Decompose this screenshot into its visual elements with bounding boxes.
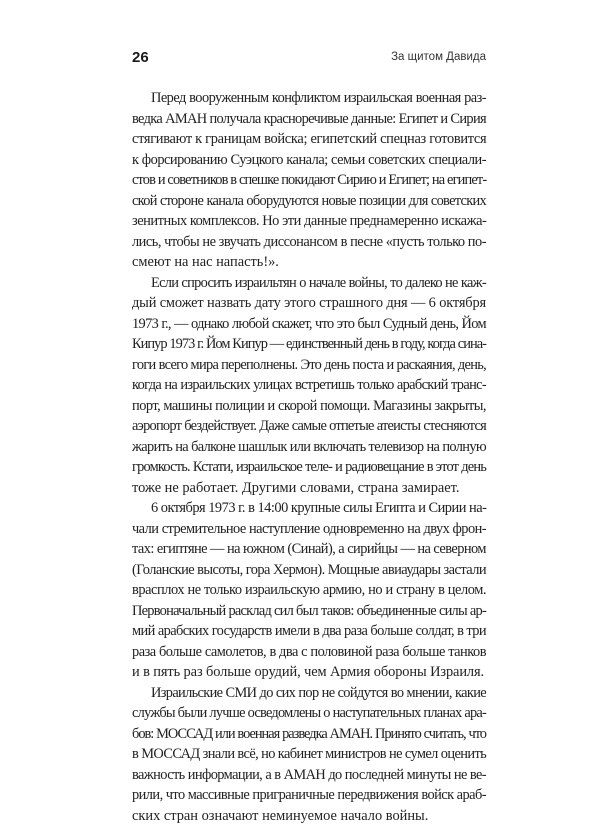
text-line: аэропорт бездействует. Даже самые отпетые атеисты стесняются — [132, 416, 486, 437]
paragraph — [132, 683, 486, 826]
page-number: 26 — [132, 49, 149, 66]
paragraph — [132, 273, 486, 499]
text-line: 6 октября 1973 г. в 14:00 крупные силы Египта и Сирии на- — [132, 498, 486, 519]
text-line: тах: египтяне — на южном (Синай), а сирийцы — на северном — [132, 539, 486, 560]
text-line: службы были лучше осведомлены о наступательных планах ара- — [132, 703, 486, 724]
text-line: к форсированию Суэцкого канала; семьи советских специали- — [132, 150, 486, 171]
text-line: ских стран означают неминуемое начало войны. — [132, 806, 486, 826]
text-line: стов и советников в спешке покидают Сирию и Египет; на египет- — [132, 170, 486, 191]
text-line: раза больше самолетов, в два с половиной раза больше танков — [132, 642, 486, 663]
body-text — [132, 88, 486, 826]
text-line: Кипур 1973 г. Йом Кипур — единственный день в году, когда сина- — [132, 334, 486, 355]
text-line: зенитных комплексов. Но эти данные преднамеренно искажа- — [132, 211, 486, 232]
text-line: жарить на балконе шашлык или включать телевизор на полную — [132, 437, 486, 458]
text-line: мий арабских государств имели в два раза больше солдат, в три — [132, 621, 486, 642]
paragraph — [132, 498, 486, 683]
text-line: ской стороне канала оборудуются новые позиции для советских — [132, 191, 486, 212]
text-line: дый сможет назвать дату этого страшного дня — 6 октября — [132, 293, 486, 314]
text-line: Перед вооруженным конфликтом израильская военная раз- — [132, 88, 486, 109]
text-line: рили, что массивные приграничные передвижения войск араб- — [132, 785, 486, 806]
text-line: Первоначальный расклад сил был таков: объединенные силы ар- — [132, 601, 486, 622]
text-line: в МОССАД знали всё, но кабинет министров не сумел оценить — [132, 744, 486, 765]
text-line: тоже не работает. Другими словами, страна замирает. — [132, 478, 486, 499]
text-line: гоги всего мира переполнены. Это день поста и раскаяния, день, — [132, 355, 486, 376]
text-line: громкость. Кстати, израильское теле- и радиовещание в этот день — [132, 457, 486, 478]
text-line: бов: МОССАД или военная разведка АМАН. Принято считать, что — [132, 724, 486, 745]
text-line: лись, чтобы не звучать диссонансом в песне «пусть только по- — [132, 232, 486, 253]
text-line: (Голанские высоты, гора Хермон). Мощные авиаудары застали — [132, 560, 486, 581]
page-header — [132, 49, 486, 69]
text-line: 1973 г., — однако любой скажет, что это был Судный день, Йом — [132, 314, 486, 335]
text-line: ведка АМАН получала красноречивые данные: Египет и Сирия — [132, 109, 486, 130]
text-line: важность информации, а в АМАН до последней минуты не ве- — [132, 765, 486, 786]
text-line: стягивают к границам войска; египетский спецназ готовится — [132, 129, 486, 150]
text-line: порт, машины полиции и скорой помощи. Магазины закрыты, — [132, 396, 486, 417]
text-line: Если спросить израильтян о начале войны, то далеко не каж- — [132, 273, 486, 294]
running-title: За щитом Давида — [391, 51, 486, 63]
text-line: чали стремительное наступление одновременно на двух фрон- — [132, 519, 486, 540]
text-line: врасплох не только израильскую армию, но и страну в целом. — [132, 580, 486, 601]
text-line: и в пять раз больше орудий, чем Армия обороны Израиля. — [132, 662, 486, 683]
text-line: Израильские СМИ до сих пор не сойдутся во мнении, какие — [132, 683, 486, 704]
text-line: смеют на нас напасть!». — [132, 252, 486, 273]
text-line: когда на израильских улицах встретишь только арабский транс- — [132, 375, 486, 396]
paragraph — [132, 88, 486, 273]
